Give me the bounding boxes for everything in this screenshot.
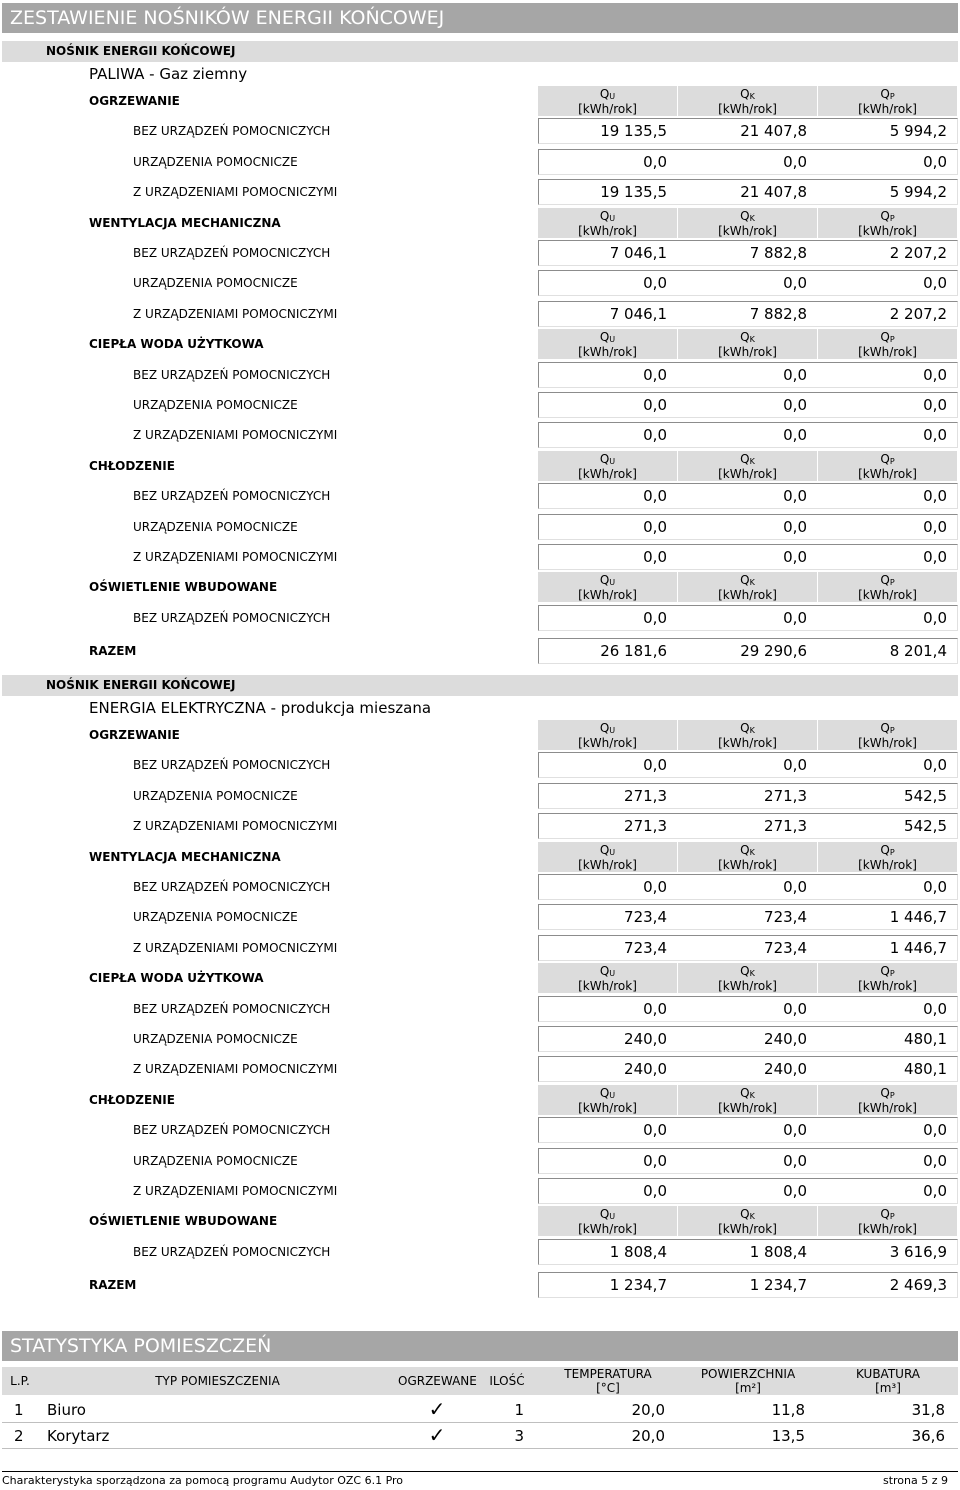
value-qp: 1 446,7 — [889, 908, 947, 927]
row-label: URZĄDZENIA POMOCNICZE — [133, 1153, 298, 1168]
category-header-row — [0, 329, 960, 359]
fuel-name: ENERGIA ELEKTRYCZNA - produkcja mieszana — [89, 699, 432, 717]
energy-row — [0, 1054, 960, 1084]
column-header-qu: $Q_U$ [kWh/rok] — [538, 720, 678, 750]
value-qp: 1 446,7 — [889, 938, 947, 957]
value-qp: 0,0 — [923, 1121, 947, 1140]
column-header-qk: $Q_K$ [kWh/rok] — [678, 1206, 818, 1236]
value-qk: 7 882,8 — [749, 244, 807, 262]
energy-row — [0, 512, 960, 542]
page-title: ZESTAWIENIE NOŚNIKÓW ENERGII KOŃCOWEJ — [2, 3, 958, 33]
column-header-qp: $Q_P$ [kWh/rok] — [818, 86, 958, 116]
unit-label: [kWh/rok] — [858, 1100, 917, 1115]
energy-row — [0, 1115, 960, 1145]
column-header-qp: $Q_P$ [kWh/rok] — [818, 1206, 958, 1236]
unit-label: [kWh/rok] — [718, 857, 777, 872]
value-qp: 0,0 — [923, 756, 947, 775]
row-divider — [2, 1448, 958, 1449]
total-qp: 8 201,4 — [889, 642, 947, 661]
column-header-qp: $Q_P$ [kWh/rok] — [818, 1085, 958, 1115]
stats-temp: 20,0 — [631, 1401, 665, 1419]
row-label: URZĄDZENIA POMOCNICZE — [133, 910, 298, 925]
energy-row — [0, 177, 960, 207]
value-qk: 240,0 — [764, 1060, 807, 1079]
row-divider — [2, 1422, 958, 1423]
total-row — [0, 636, 960, 666]
carrier-label: NOŚNIK ENERGII KOŃCOWEJ — [2, 675, 958, 696]
unit-label: [kWh/rok] — [578, 223, 637, 238]
value-qp: 0,0 — [923, 396, 947, 414]
value-qk: 723,4 — [764, 908, 807, 927]
row-label: BEZ URZĄDZEŃ POMOCNICZYCH — [133, 1244, 331, 1259]
row-label: Z URZĄDZENIAMI POMOCNICZYMI — [133, 1062, 338, 1077]
unit-label: [kWh/rok] — [718, 223, 777, 238]
value-qk: 0,0 — [783, 365, 807, 384]
unit-label: [kWh/rok] — [858, 1222, 917, 1237]
stats-area: 11,8 — [771, 1401, 805, 1419]
footer-program: Charakterystyka sporządzona za pomocą programu Audytor OZC 6.1 Pro — [2, 1474, 404, 1487]
unit-label: [kWh/rok] — [858, 466, 917, 481]
category-name: OGRZEWANIE — [89, 728, 180, 742]
row-label: Z URZĄDZENIAMI POMOCNICZYMI — [133, 819, 338, 834]
row-label: BEZ URZĄDZEŃ POMOCNICZYCH — [133, 367, 331, 382]
total-qk: 1 234,7 — [749, 1276, 807, 1295]
stats-type: Biuro — [47, 1401, 86, 1419]
value-qp: 0,0 — [923, 365, 947, 384]
column-header-qk: $Q_K$ [kWh/rok] — [678, 208, 818, 238]
stats-header-type: TYP POMIESZCZENIA — [155, 1374, 280, 1388]
stats-lp: 1 — [14, 1401, 24, 1419]
value-qk: 0,0 — [783, 1182, 807, 1200]
column-header-qk: $Q_K$ [kWh/rok] — [678, 1085, 818, 1115]
category-header-row — [0, 720, 960, 750]
temp-unit: [°C] — [596, 1381, 620, 1395]
column-header-qu: $Q_U$ [kWh/rok] — [538, 1085, 678, 1115]
row-label: Z URZĄDZENIAMI POMOCNICZYMI — [133, 306, 338, 321]
row-label: BEZ URZĄDZEŃ POMOCNICZYCH — [133, 610, 331, 625]
column-header-qk: $Q_K$ [kWh/rok] — [678, 720, 818, 750]
category-header-row — [0, 86, 960, 116]
area-unit: [m²] — [735, 1381, 761, 1395]
category-name: OŚWIETLENIE WBUDOWANE — [89, 1214, 278, 1229]
value-qk: 1 808,4 — [749, 1242, 807, 1261]
temp-label: TEMPERATURA — [564, 1367, 652, 1381]
value-qu: 0,0 — [643, 1151, 667, 1170]
value-qk: 0,0 — [783, 756, 807, 775]
value-qu: 0,0 — [643, 426, 667, 445]
value-qu: 0,0 — [643, 487, 667, 506]
energy-row — [0, 902, 960, 932]
stats-header-area — [678, 1367, 818, 1395]
unit-label: [kWh/rok] — [578, 1100, 637, 1115]
column-header-qp: $Q_P$ [kWh/rok] — [818, 842, 958, 872]
footer — [2, 1471, 958, 1487]
energy-row — [0, 1146, 960, 1176]
value-qp: 2 207,2 — [889, 304, 947, 323]
row-label: URZĄDZENIA POMOCNICZE — [133, 1032, 298, 1046]
energy-row — [0, 360, 960, 390]
row-label: BEZ URZĄDZEŃ POMOCNICZYCH — [133, 758, 331, 773]
column-header-qp: $Q_P$ [kWh/rok] — [818, 572, 958, 602]
row-label: BEZ URZĄDZEŃ POMOCNICZYCH — [133, 1123, 331, 1138]
value-qu: 723,4 — [624, 938, 667, 957]
unit-label: [kWh/rok] — [578, 466, 637, 481]
unit-label: [kWh/rok] — [858, 588, 917, 603]
value-qk: 0,0 — [783, 548, 807, 566]
value-qk: 0,0 — [783, 1121, 807, 1140]
unit-label: [kWh/rok] — [578, 736, 637, 750]
value-qu: 723,4 — [624, 908, 667, 927]
column-header-qu: $Q_U$ [kWh/rok] — [538, 842, 678, 872]
column-header-qk: $Q_K$ [kWh/rok] — [678, 572, 818, 602]
column-header-qu: $Q_U$ [kWh/rok] — [538, 451, 678, 481]
value-qu: 271,3 — [624, 786, 667, 805]
value-qp: 542,5 — [904, 817, 947, 836]
value-qp: 0,0 — [923, 548, 947, 566]
value-qu: 0,0 — [643, 396, 667, 414]
unit-label: [kWh/rok] — [718, 1222, 777, 1237]
row-label: URZĄDZENIA POMOCNICZE — [133, 276, 298, 291]
value-qp: 2 207,2 — [889, 244, 947, 262]
unit-label: [kWh/rok] — [718, 102, 777, 116]
value-qu: 0,0 — [643, 756, 667, 775]
column-header-qk: $Q_K$ [kWh/rok] — [678, 451, 818, 481]
check-icon: ✓ — [428, 1423, 446, 1447]
value-qp: 0,0 — [923, 274, 947, 293]
value-qu: 0,0 — [643, 365, 667, 384]
volume-unit: [m³] — [875, 1381, 901, 1395]
unit-label: [kWh/rok] — [858, 736, 917, 750]
total-qu: 1 234,7 — [609, 1276, 667, 1295]
row-label: URZĄDZENIA POMOCNICZE — [133, 398, 298, 412]
unit-label: [kWh/rok] — [578, 857, 637, 872]
column-header-qk: $Q_K$ [kWh/rok] — [678, 963, 818, 993]
row-label: BEZ URZĄDZEŃ POMOCNICZYCH — [133, 880, 331, 894]
value-qu: 7 046,1 — [609, 304, 667, 323]
row-label: Z URZĄDZENIAMI POMOCNICZYMI — [133, 1184, 338, 1198]
value-qp: 480,1 — [904, 1060, 947, 1079]
value-qk: 0,0 — [783, 517, 807, 536]
value-qk: 7 882,8 — [749, 304, 807, 323]
energy-row — [0, 1024, 960, 1054]
energy-row — [0, 268, 960, 298]
value-qk: 21 407,8 — [740, 122, 807, 141]
value-qp: 0,0 — [923, 1182, 947, 1200]
energy-row — [0, 933, 960, 963]
value-qp: 542,5 — [904, 786, 947, 805]
row-label: Z URZĄDZENIAMI POMOCNICZYMI — [133, 940, 338, 955]
column-header-qu: $Q_U$ [kWh/rok] — [538, 329, 678, 359]
row-label: Z URZĄDZENIAMI POMOCNICZYMI — [133, 428, 338, 443]
value-qu: 7 046,1 — [609, 244, 667, 262]
value-qu: 271,3 — [624, 817, 667, 836]
unit-label: [kWh/rok] — [718, 736, 777, 750]
unit-label: [kWh/rok] — [718, 466, 777, 481]
category-header-row — [0, 1085, 960, 1115]
value-qk: 21 407,8 — [740, 183, 807, 202]
column-header-qu: $Q_U$ [kWh/rok] — [538, 1206, 678, 1236]
column-header-qk: $Q_K$ [kWh/rok] — [678, 842, 818, 872]
column-header-qp: $Q_P$ [kWh/rok] — [818, 208, 958, 238]
column-header-qk: $Q_K$ [kWh/rok] — [678, 86, 818, 116]
value-qk: 0,0 — [783, 274, 807, 293]
value-qk: 0,0 — [783, 396, 807, 414]
value-qu: 0,0 — [643, 999, 667, 1018]
value-qu: 0,0 — [643, 878, 667, 896]
unit-label: [kWh/rok] — [718, 979, 777, 994]
energy-row — [0, 750, 960, 780]
value-qp: 0,0 — [923, 426, 947, 445]
stats-volume: 31,8 — [911, 1401, 945, 1419]
energy-row — [0, 872, 960, 902]
value-qk: 0,0 — [783, 878, 807, 896]
value-qp: 0,0 — [923, 608, 947, 627]
row-label: URZĄDZENIA POMOCNICZE — [133, 154, 298, 169]
energy-row — [0, 1176, 960, 1206]
unit-label: [kWh/rok] — [858, 345, 917, 360]
stats-count: 3 — [514, 1427, 524, 1445]
column-header-qk: $Q_K$ [kWh/rok] — [678, 329, 818, 359]
unit-label: [kWh/rok] — [858, 102, 917, 116]
stats-count: 1 — [514, 1401, 524, 1419]
stats-header-lp: L.P. — [10, 1374, 30, 1388]
category-name: CIEPŁA WODA UŻYTKOWA — [89, 337, 264, 352]
value-qp: 5 994,2 — [889, 122, 947, 141]
value-qp: 0,0 — [923, 487, 947, 506]
category-header-row — [0, 963, 960, 993]
total-qk: 29 290,6 — [740, 642, 807, 661]
column-header-qp: $Q_P$ [kWh/rok] — [818, 720, 958, 750]
column-header-qu: $Q_U$ [kWh/rok] — [538, 208, 678, 238]
column-header-qu: $Q_U$ [kWh/rok] — [538, 86, 678, 116]
value-qk: 240,0 — [764, 1030, 807, 1048]
energy-row — [0, 147, 960, 177]
row-label: BEZ URZĄDZEŃ POMOCNICZYCH — [133, 489, 331, 504]
value-qk: 0,0 — [783, 608, 807, 627]
value-qu: 1 808,4 — [609, 1242, 667, 1261]
value-qu: 0,0 — [643, 1182, 667, 1200]
energy-row — [0, 603, 960, 633]
column-header-qu: $Q_U$ [kWh/rok] — [538, 572, 678, 602]
unit-label: [kWh/rok] — [578, 1222, 637, 1237]
value-qk: 0,0 — [783, 999, 807, 1018]
unit-label: [kWh/rok] — [578, 345, 637, 360]
value-qp: 480,1 — [904, 1030, 947, 1048]
category-header-row — [0, 451, 960, 481]
value-qu: 240,0 — [624, 1030, 667, 1048]
value-qp: 0,0 — [923, 517, 947, 536]
total-label: RAZEM — [89, 644, 137, 659]
value-qu: 0,0 — [643, 1121, 667, 1140]
unit-label: [kWh/rok] — [718, 588, 777, 603]
stats-header-heated: OGRZEWANE — [398, 1374, 477, 1388]
category-header-row — [0, 208, 960, 238]
value-qk: 0,0 — [783, 1151, 807, 1170]
row-label: BEZ URZĄDZEŃ POMOCNICZYCH — [133, 246, 331, 260]
unit-label: [kWh/rok] — [578, 979, 637, 994]
energy-row — [0, 481, 960, 511]
category-name: OGRZEWANIE — [89, 94, 180, 108]
stats-header-count: ILOŚĆ — [489, 1374, 525, 1388]
unit-label: [kWh/rok] — [718, 1100, 777, 1115]
total-qp: 2 469,3 — [889, 1276, 947, 1295]
carrier-label: NOŚNIK ENERGII KOŃCOWEJ — [2, 41, 958, 62]
stats-volume: 36,6 — [911, 1427, 945, 1445]
row-label: URZĄDZENIA POMOCNICZE — [133, 519, 298, 534]
stats-header-temp — [538, 1367, 678, 1395]
area-label: POWIERZCHNIA — [700, 1367, 796, 1381]
value-qk: 271,3 — [764, 817, 807, 836]
value-qu: 19 135,5 — [600, 183, 667, 202]
energy-row — [0, 420, 960, 450]
energy-row — [0, 390, 960, 420]
energy-row — [0, 542, 960, 572]
check-icon: ✓ — [428, 1397, 446, 1421]
category-header-row — [0, 842, 960, 872]
energy-row — [0, 1237, 960, 1267]
column-header-qp: $Q_P$ [kWh/rok] — [818, 329, 958, 359]
unit-label: [kWh/rok] — [578, 588, 637, 603]
total-qu: 26 181,6 — [600, 642, 667, 661]
value-qu: 19 135,5 — [600, 122, 667, 141]
energy-row — [0, 116, 960, 146]
stats-temp: 20,0 — [631, 1427, 665, 1445]
value-qk: 0,0 — [783, 152, 807, 171]
unit-label: [kWh/rok] — [578, 102, 637, 116]
row-label: BEZ URZĄDZEŃ POMOCNICZYCH — [133, 124, 331, 139]
value-qu: 0,0 — [643, 274, 667, 293]
fuel-name: PALIWA - Gaz ziemny — [89, 65, 248, 83]
total-label: RAZEM — [89, 1278, 137, 1293]
energy-row — [0, 781, 960, 811]
value-qp: 0,0 — [923, 999, 947, 1018]
category-name: CHŁODZENIE — [89, 1092, 175, 1107]
energy-row — [0, 811, 960, 841]
energy-row — [0, 994, 960, 1024]
category-name: CIEPŁA WODA UŻYTKOWA — [89, 971, 264, 986]
category-name: OŚWIETLENIE WBUDOWANE — [89, 580, 278, 595]
stats-title: STATYSTYKA POMIESZCZEŃ — [2, 1331, 958, 1361]
value-qp: 0,0 — [923, 152, 947, 171]
column-header-qp: $Q_P$ [kWh/rok] — [818, 451, 958, 481]
value-qp: 0,0 — [923, 878, 947, 896]
column-header-qp: $Q_P$ [kWh/rok] — [818, 963, 958, 993]
unit-label: [kWh/rok] — [718, 345, 777, 360]
total-row — [0, 1270, 960, 1300]
column-header-qu: $Q_U$ [kWh/rok] — [538, 963, 678, 993]
page-number: strona 5 z 9 — [882, 1474, 948, 1487]
energy-row — [0, 299, 960, 329]
value-qu: 0,0 — [643, 548, 667, 566]
category-name: WENTYLACJA MECHANICZNA — [89, 849, 281, 864]
volume-label: KUBATURA — [855, 1367, 920, 1381]
value-qu: 0,0 — [643, 608, 667, 627]
category-header-row — [0, 1206, 960, 1236]
value-qu: 0,0 — [643, 517, 667, 536]
unit-label: [kWh/rok] — [858, 979, 917, 994]
value-qp: 5 994,2 — [889, 183, 947, 202]
value-qp: 3 616,9 — [889, 1242, 947, 1261]
value-qk: 0,0 — [783, 426, 807, 445]
category-name: CHŁODZENIE — [89, 458, 175, 473]
value-qk: 0,0 — [783, 487, 807, 506]
row-label: URZĄDZENIA POMOCNICZE — [133, 788, 298, 803]
value-qu: 0,0 — [643, 152, 667, 171]
stats-header-volume — [818, 1367, 958, 1395]
value-qk: 271,3 — [764, 786, 807, 805]
row-label: Z URZĄDZENIAMI POMOCNICZYMI — [133, 550, 338, 564]
unit-label: [kWh/rok] — [858, 857, 917, 872]
category-header-row — [0, 572, 960, 602]
stats-lp: 2 — [14, 1427, 24, 1445]
value-qp: 0,0 — [923, 1151, 947, 1170]
value-qu: 240,0 — [624, 1060, 667, 1079]
category-name: WENTYLACJA MECHANICZNA — [89, 215, 281, 230]
energy-row — [0, 238, 960, 268]
row-label: BEZ URZĄDZEŃ POMOCNICZYCH — [133, 1001, 331, 1016]
value-qk: 723,4 — [764, 938, 807, 957]
stats-area: 13,5 — [771, 1427, 805, 1445]
row-label: Z URZĄDZENIAMI POMOCNICZYMI — [133, 185, 338, 200]
unit-label: [kWh/rok] — [858, 223, 917, 238]
stats-type: Korytarz — [47, 1427, 110, 1445]
